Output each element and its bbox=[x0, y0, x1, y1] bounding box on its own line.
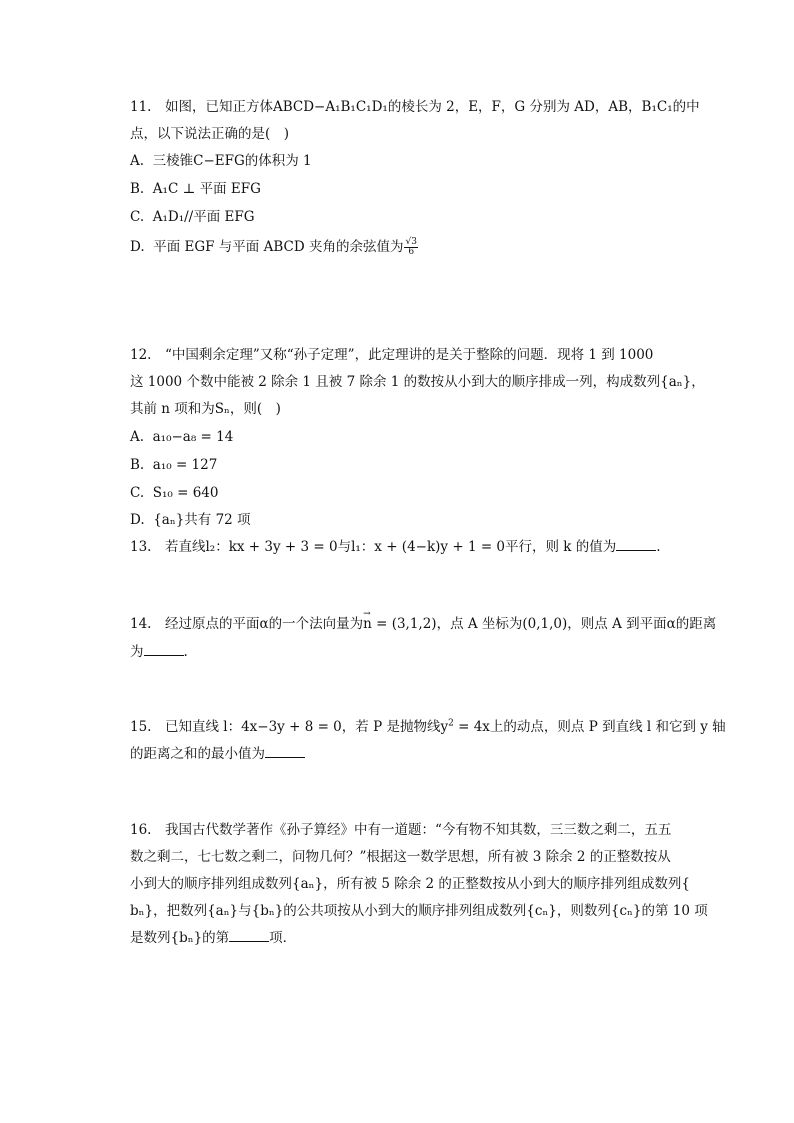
q14-pre: 14. 经过原点的平面α的一个法向量为 bbox=[130, 616, 364, 632]
q13-text: 13. 若直线l₂：kx + 3y + 3 = 0与l₁：x + (4−k)y + 1 = 0平行，则 k 的值为 bbox=[130, 539, 617, 555]
q12-line3: 其前 n 项和为Sₙ，则( ) bbox=[130, 401, 281, 417]
q12-option-d: D. {aₙ}共有 72 项 bbox=[130, 512, 251, 528]
answer-blank[interactable] bbox=[144, 655, 184, 656]
q15-post: = 4x上的动点，则点 P 到直线 l 和它到 y 轴 bbox=[453, 719, 726, 735]
q16-line4: bₙ}，把数列{aₙ}与{bₙ}的公共项按从小到大的顺序排列组成数列{cₙ}，则数列{cₙ}的第 10 项 bbox=[130, 903, 708, 919]
q11-option-a: A. 三棱锥C−EFG的体积为 1 bbox=[130, 153, 312, 169]
answer-blank[interactable] bbox=[265, 757, 305, 758]
q11-line1: 11. 如图，已知正方体ABCD−A₁B₁C₁D₁的棱长为 2，E，F，G 分别为 AD，AB，B₁C₁的中 bbox=[130, 99, 700, 115]
q15-line2-text: 的距离之和的最小值为 bbox=[130, 746, 265, 762]
q13-tail: . bbox=[656, 539, 661, 555]
q11-option-d-fraction bbox=[404, 238, 417, 257]
q16-line5-pre: 是数列{bₙ}的第 bbox=[130, 930, 230, 946]
q14-line2 bbox=[130, 643, 188, 661]
q16-line1: 16. 我国古代数学著作《孙子算经》中有一道题：“今有物不知其数，三三数之剩二，五五 bbox=[130, 822, 672, 838]
q12-option-a: A. a₁₀−a₈ = 14 bbox=[130, 429, 234, 445]
fraction-numerator: √3 bbox=[405, 237, 417, 247]
q12-line2: 这 1000 个数中能被 2 除余 1 且被 7 除余 1 的数按从小到大的顺序排成一列，构成数列{aₙ}， bbox=[130, 374, 705, 390]
q16-line5-post: 项． bbox=[269, 930, 297, 946]
q16-line2: 数之剩二，七七数之剩二，问物几何？”根据这一数学思想，所有被 3 除余 2 的正整数按从 bbox=[130, 849, 671, 865]
q12-option-c: C. S₁₀ = 640 bbox=[130, 485, 219, 501]
q12-option-b: B. a₁₀ = 127 bbox=[130, 457, 218, 473]
q12-line1: 12. “中国剩余定理”又称“孙子定理”，此定理讲的是关于整除的问题．现将 1 到 1000 bbox=[130, 347, 654, 363]
q11-option-d-text: D. 平面 EGF 与平面 ABCD 夹角的余弦值为 bbox=[130, 239, 404, 255]
q13-line bbox=[130, 538, 661, 556]
fraction-denominator: 6 bbox=[408, 247, 415, 257]
q15-exponent: 2 bbox=[448, 718, 454, 729]
q15-pre: 15. 已知直线 l：4x−3y + 8 = 0，若 P 是抛物线y bbox=[130, 719, 449, 735]
answer-blank[interactable] bbox=[616, 550, 656, 551]
q15-line1 bbox=[130, 718, 726, 736]
q15-line2 bbox=[130, 745, 305, 763]
normal-vector-symbol: → n bbox=[363, 615, 372, 633]
q14-post: = (3,1,2)，点 A 坐标为(0,1,0)，则点 A 到平面α的距离 bbox=[371, 616, 717, 632]
q11-line2: 点，以下说法正确的是( ) bbox=[130, 126, 290, 142]
q11-option-b: B. A₁C ⊥ 平面 EFG bbox=[130, 181, 261, 197]
q11-option-d bbox=[130, 238, 418, 257]
q14-tail: . bbox=[183, 644, 188, 660]
answer-blank[interactable] bbox=[229, 941, 269, 942]
q11-option-c: C. A₁D₁//平面 EFG bbox=[130, 209, 255, 225]
q14-line1 bbox=[130, 615, 716, 633]
q14-line2-text: 为 bbox=[130, 644, 144, 660]
q16-line3: 小到大的顺序排列组成数列{aₙ}，所有被 5 除余 2 的正整数按从小到大的顺序排列组成数列{ bbox=[130, 876, 690, 892]
q16-line5 bbox=[130, 929, 296, 947]
